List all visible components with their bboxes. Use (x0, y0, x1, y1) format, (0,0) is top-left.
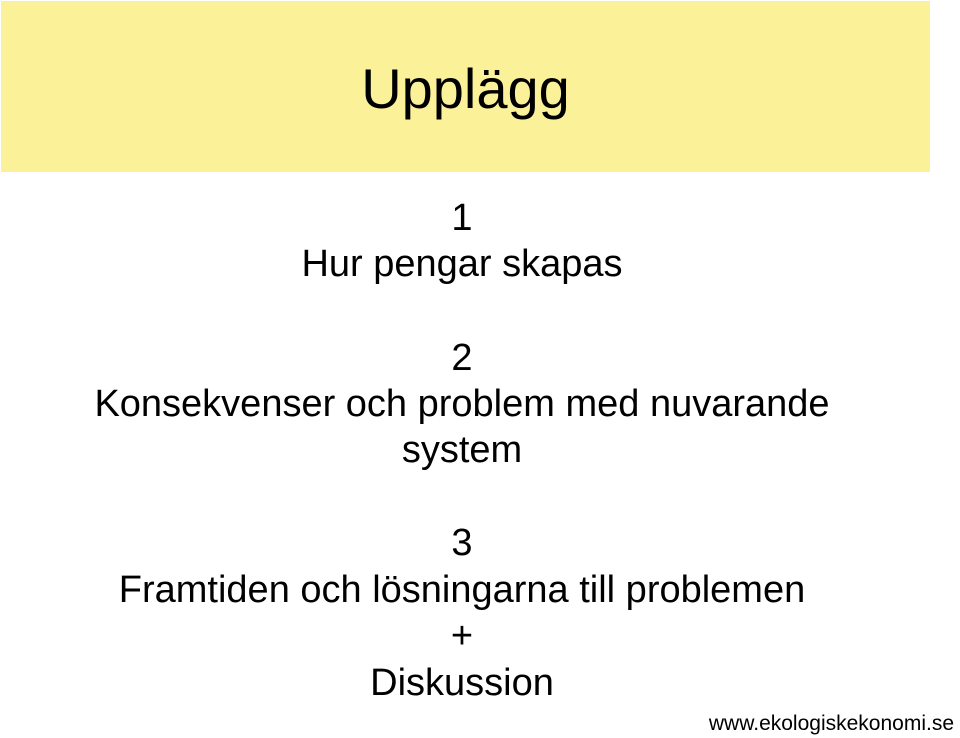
title-bar (1, 1, 930, 172)
section-3-line-3: Diskussion (370, 662, 554, 704)
section-1-line-1: Hur pengar skapas (301, 243, 623, 285)
section-2-line-2: system (401, 429, 523, 471)
section-3-number: 3 (451, 522, 473, 564)
section-2-number: 2 (451, 337, 473, 379)
slide-title: Upplägg (361, 57, 570, 120)
section-3-line-2: + (450, 615, 474, 657)
footer-website: www.ekologiskekonomi.se (708, 712, 954, 735)
section-2-line-1: Konsekvenser och problem med nuvarande (94, 383, 830, 425)
section-3-line-1: Framtiden och lösningarna till problemen (118, 569, 806, 611)
section-1-number: 1 (451, 197, 473, 239)
